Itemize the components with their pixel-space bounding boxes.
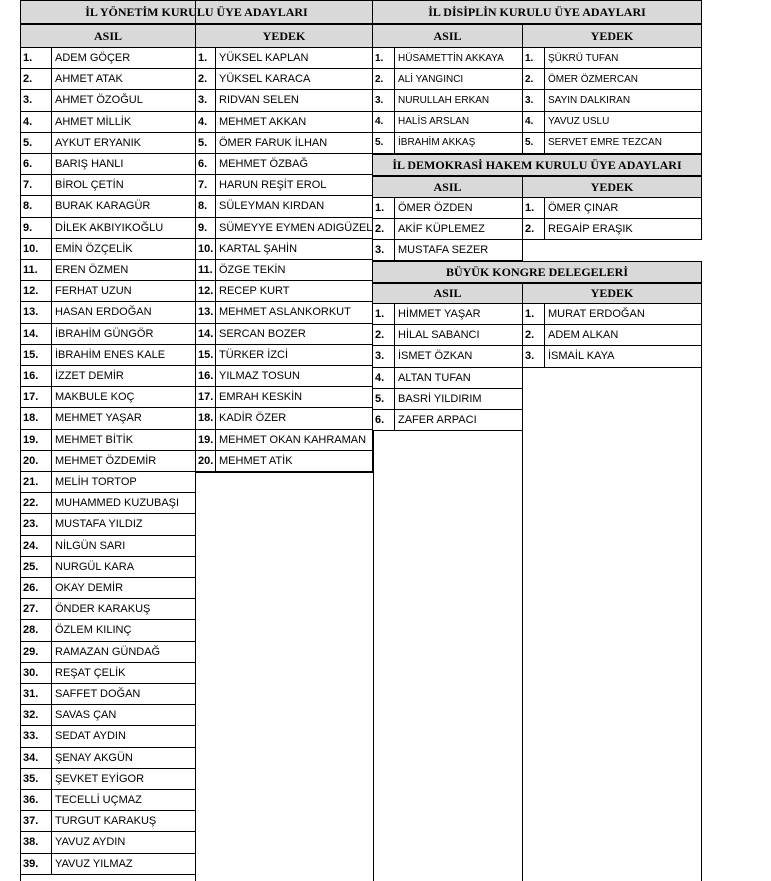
list-item (196, 281, 372, 302)
row-number: 5. (196, 133, 216, 153)
row-number: 1. (373, 198, 395, 218)
row-number: 2. (373, 325, 395, 345)
row-number: 2. (523, 219, 545, 239)
candidate-name: AKİF KÜPLEMEZ (398, 223, 485, 235)
candidate-name: SERVET EMRE TEZCAN (548, 137, 662, 149)
candidate-name: BARIŞ HANLI (55, 158, 124, 171)
candidate-name: ÖMER ÖZDEN (398, 202, 473, 214)
list-item (523, 346, 701, 367)
row-number: 3. (523, 90, 545, 110)
list-item (373, 389, 522, 410)
list-item (523, 304, 701, 325)
candidate-name: REGAİP ERAŞIK (548, 223, 633, 235)
row-number: 11. (196, 260, 216, 280)
list-item (21, 684, 195, 705)
candidate-name: ÖZGE TEKİN (219, 264, 286, 277)
list-item (373, 219, 522, 240)
row-number: 12. (21, 281, 52, 301)
row-number: 6. (196, 154, 216, 174)
candidate-name: SEDAT AYDIN (55, 730, 126, 743)
candidate-name: İBRAHİM ENES KALE (55, 348, 166, 361)
candidate-name: DİLEK AKBIYIKOĞLU (55, 221, 164, 234)
candidate-name: OKAY DEMİR (55, 582, 124, 595)
candidate-name: MELİH TORTOP (55, 476, 137, 489)
candidate-name: MUSTAFA SEZER (398, 244, 489, 256)
row-number: 28. (21, 620, 52, 640)
list-item (21, 536, 195, 557)
row-number: 8. (196, 196, 216, 216)
list-item (196, 430, 372, 451)
row-number: 31. (21, 684, 52, 704)
list-item (196, 48, 372, 69)
row-number: 19. (21, 430, 52, 450)
row-number: 16. (196, 366, 216, 386)
candidate-name: MEHMET AKKAN (219, 115, 307, 128)
row-number: 20. (196, 451, 216, 471)
row-number: 7. (21, 175, 52, 195)
row-number: 15. (21, 345, 52, 365)
candidate-name: TURGUT KARAKUŞ (55, 815, 157, 828)
list-item (196, 112, 372, 133)
yonetim-asil-list (20, 0, 196, 881)
row-number: 35. (21, 769, 52, 789)
row-number: 4. (523, 112, 545, 132)
row-number: 13. (196, 302, 216, 322)
list-item (21, 112, 195, 133)
row-number: 30. (21, 663, 52, 683)
candidate-name: ÖZLEM KILINÇ (55, 624, 132, 637)
list-item (21, 748, 195, 769)
list-item (196, 239, 372, 260)
candidate-name: HALİS ARSLAN (398, 116, 470, 128)
row-number: 5. (523, 133, 545, 153)
candidate-name: İSMAİL KAYA (548, 350, 615, 363)
kongre-title: BÜYÜK KONGRE DELEGELERİ (373, 261, 702, 283)
row-number: 34. (21, 748, 52, 768)
candidate-name: ŞENAY AKGÜN (55, 751, 133, 764)
candidate-name: İBRAHİM AKKAŞ (398, 137, 476, 149)
row-number: 4. (373, 368, 395, 388)
row-number: 17. (21, 387, 52, 407)
list-item (21, 811, 195, 832)
list-item (21, 663, 195, 684)
list-item (196, 366, 372, 387)
list-item (21, 557, 195, 578)
list-item (523, 198, 701, 219)
list-item (21, 451, 195, 472)
row-number: 14. (196, 324, 216, 344)
list-item (21, 387, 195, 408)
candidate-name: EMRAH KESKİN (219, 391, 303, 404)
list-item (21, 154, 195, 175)
row-number: 18. (196, 408, 216, 428)
row-number: 4. (21, 112, 52, 132)
list-item (196, 69, 372, 90)
candidate-name: HARUN REŞİT EROL (219, 179, 327, 192)
list-item (21, 281, 195, 302)
list-item (21, 430, 195, 451)
list-item (373, 48, 522, 69)
row-number: 19. (196, 430, 216, 450)
list-item (21, 324, 195, 345)
list-item (373, 198, 522, 219)
list-item (196, 90, 372, 111)
row-number: 10. (196, 239, 216, 259)
candidate-name: BURAK KARAGÜR (55, 200, 151, 213)
candidate-name: SÜLEYMAN KIRDAN (219, 200, 325, 213)
candidate-name: TECELLİ UÇMAZ (55, 794, 142, 807)
row-number: 4. (373, 112, 395, 132)
candidate-name: MEHMET OKAN KAHRAMAN (219, 433, 367, 446)
candidate-name: HÜSAMETTİN AKKAYA (398, 52, 504, 64)
demokrasi-yedek-header: YEDEK (523, 176, 702, 198)
list-item (373, 133, 522, 154)
list-item (196, 133, 372, 154)
list-item (373, 346, 522, 367)
list-item (21, 48, 195, 69)
row-number: 20. (21, 451, 52, 471)
row-number: 11. (21, 260, 52, 280)
candidate-name: KARTAL ŞAHİN (219, 242, 298, 255)
candidate-name: MEHMET BİTİK (55, 433, 134, 446)
candidate-name: REŞAT ÇELİK (55, 666, 126, 679)
list-item (196, 408, 372, 429)
row-number: 29. (21, 642, 52, 662)
yonetim-asil-header: ASIL (21, 24, 195, 48)
list-item (21, 705, 195, 726)
list-item (21, 90, 195, 111)
candidate-name: MEHMET ATİK (219, 454, 293, 467)
candidate-name: ÖNDER KARAKUŞ (55, 603, 151, 616)
candidate-name: RECEP KURT (219, 285, 290, 298)
candidate-name: MUSTAFA YILDIZ (55, 518, 143, 531)
row-number: 2. (21, 69, 52, 89)
candidate-name: ALTAN TUFAN (398, 371, 471, 384)
row-number: 6. (373, 410, 395, 430)
list-item (523, 112, 701, 133)
candidate-name: ALİ YANGINCI (398, 73, 464, 85)
candidate-name: MEHMET ÖZBAĞ (219, 158, 309, 171)
list-item (21, 366, 195, 387)
list-item (21, 578, 195, 599)
candidate-name: MEHMET ASLANKORKUT (219, 306, 351, 319)
candidate-name: SAVAS ÇAN (55, 709, 117, 722)
row-number: 32. (21, 705, 52, 725)
list-item (21, 514, 195, 535)
candidate-name: AHMET MİLLİK (55, 115, 132, 128)
list-item (523, 325, 701, 346)
row-number: 5. (21, 133, 52, 153)
candidate-name: SÜMEYYE EYMEN ADIGÜZEL (219, 221, 372, 234)
row-number: 36. (21, 790, 52, 810)
yonetim-yedek-list (196, 0, 373, 473)
row-number: 27. (21, 599, 52, 619)
list-item (196, 302, 372, 323)
candidate-name: FERHAT UZUN (55, 285, 132, 298)
row-number: 1. (196, 48, 216, 68)
disiplin-asil-header: ASIL (373, 24, 523, 48)
list-item (373, 90, 522, 111)
candidate-name: BİROL ÇETİN (55, 179, 124, 192)
candidate-name: ÖMER ÇINAR (548, 202, 619, 214)
row-number: 3. (21, 90, 52, 110)
row-number: 38. (21, 832, 52, 852)
list-item (21, 599, 195, 620)
list-item (21, 769, 195, 790)
row-number: 3. (373, 240, 395, 260)
list-item (373, 325, 522, 346)
row-number: 16. (21, 366, 52, 386)
row-number: 9. (21, 218, 52, 238)
list-item (523, 48, 701, 69)
candidate-name: YILMAZ TOSUN (219, 370, 300, 383)
candidate-name: YAVUZ AYDIN (55, 836, 126, 849)
yonetim-title: İL YÖNETİM KURULU ÜYE ADAYLARI (20, 0, 373, 24)
row-number: 39. (21, 854, 52, 874)
candidate-name: AHMET ATAK (55, 73, 123, 86)
candidate-name: MUHAMMED KUZUBAŞI (55, 497, 180, 510)
candidate-name: HİLAL SABANCI (398, 329, 480, 342)
row-number: 1. (373, 304, 395, 324)
row-number: 5. (373, 389, 395, 409)
row-number: 17. (196, 387, 216, 407)
list-item (21, 408, 195, 429)
row-number: 23. (21, 514, 52, 534)
candidate-name: NURULLAH ERKAN (398, 94, 490, 106)
demokrasi-asil-header: ASIL (373, 176, 523, 198)
candidate-name: MAKBULE KOÇ (55, 391, 135, 404)
list-item (21, 642, 195, 663)
candidate-name: ÖMER ÖZMERCAN (548, 73, 638, 85)
row-number: 3. (373, 346, 395, 366)
candidate-name: ŞEVKET EYİGOR (55, 772, 145, 785)
row-number: 2. (196, 69, 216, 89)
candidate-name: YÜKSEL KAPLAN (219, 52, 309, 65)
row-number: 2. (373, 219, 395, 239)
candidate-name: HASAN ERDOĞAN (55, 306, 152, 319)
candidate-name: ADEM GÖÇER (55, 52, 131, 65)
row-number: 33. (21, 726, 52, 746)
candidate-name: RIDVAN SELEN (219, 94, 299, 107)
list-item (21, 345, 195, 366)
kongre-yedek-header: YEDEK (523, 283, 702, 304)
row-number: 1. (523, 48, 545, 68)
row-number: 21. (21, 472, 52, 492)
right-middle-border (522, 367, 523, 881)
row-number: 9. (196, 218, 216, 238)
list-item (523, 219, 701, 240)
candidate-name: YÜKSEL KARACA (219, 73, 311, 86)
candidate-name: EMİN ÖZÇELİK (55, 242, 133, 255)
row-number: 2. (373, 69, 395, 89)
candidate-name: EREN ÖZMEN (55, 264, 129, 277)
list-item (196, 218, 372, 239)
list-item (196, 175, 372, 196)
row-number: 8. (21, 196, 52, 216)
list-item (523, 133, 701, 154)
candidate-name: YAVUZ YILMAZ (55, 857, 133, 870)
row-number: 26. (21, 578, 52, 598)
candidate-name: SERCAN BOZER (219, 327, 306, 340)
list-item (21, 69, 195, 90)
candidate-name: ZAFER ARPACI (398, 414, 477, 427)
row-number: 1. (373, 48, 395, 68)
candidate-name: BASRİ YILDIRIM (398, 392, 482, 405)
disiplin-title: İL DİSİPLİN KURULU ÜYE ADAYLARI (373, 0, 702, 24)
row-number: 10. (21, 239, 52, 259)
yonetim-yedek-header: YEDEK (196, 24, 372, 48)
candidate-name: YAVUZ USLU (548, 116, 610, 128)
list-item (196, 154, 372, 175)
list-item (196, 345, 372, 366)
kongre-asil-header: ASIL (373, 283, 523, 304)
list-item (21, 854, 195, 875)
right-outer-border (701, 367, 702, 881)
candidate-name: AHMET ÖZOĞUL (55, 94, 143, 107)
candidate-name: MEHMET YAŞAR (55, 412, 142, 425)
candidate-name: NURGÜL KARA (55, 560, 135, 573)
candidate-name: HİMMET YAŞAR (398, 308, 481, 321)
row-number: 24. (21, 536, 52, 556)
row-number: 18. (21, 408, 52, 428)
candidate-name: RAMAZAN GÜNDAĞ (55, 645, 161, 658)
list-item (196, 196, 372, 217)
row-number: 37. (21, 811, 52, 831)
candidate-name: MEHMET ÖZDEMİR (55, 454, 157, 467)
candidate-name: İSMET ÖZKAN (398, 350, 473, 363)
list-item (373, 368, 522, 389)
list-item (21, 472, 195, 493)
list-item (21, 260, 195, 281)
row-number: 1. (523, 304, 545, 324)
list-item (21, 218, 195, 239)
candidate-name: SAYIN DALKIRAN (548, 94, 631, 106)
list-item (196, 260, 372, 281)
candidate-name: ADEM ALKAN (548, 329, 619, 342)
row-number: 4. (196, 112, 216, 132)
row-number: 7. (196, 175, 216, 195)
candidate-name: KADİR ÖZER (219, 412, 287, 425)
list-item (21, 302, 195, 323)
candidate-name: İBRAHİM GÜNGÖR (55, 327, 154, 340)
row-number: 6. (21, 154, 52, 174)
row-number: 1. (523, 198, 545, 218)
right-left-border (373, 430, 374, 881)
candidate-name: İZZET DEMİR (55, 370, 124, 383)
candidate-name: ÖMER FARUK İLHAN (219, 136, 328, 149)
candidate-name: ŞÜKRÜ TUFAN (548, 52, 619, 64)
row-number: 2. (523, 325, 545, 345)
disiplin-yedek-header: YEDEK (523, 24, 702, 48)
row-number: 1. (21, 48, 52, 68)
row-number: 2. (523, 69, 545, 89)
candidate-name: MURAT ERDOĞAN (548, 308, 645, 321)
list-item (21, 790, 195, 811)
list-item (373, 240, 522, 261)
candidate-name: AYKUT ERYANIK (55, 136, 141, 149)
row-number: 15. (196, 345, 216, 365)
list-item (196, 387, 372, 408)
list-item (21, 175, 195, 196)
row-number: 3. (196, 90, 216, 110)
row-number: 3. (373, 90, 395, 110)
list-item (21, 726, 195, 747)
candidate-name: NİLGÜN SARI (55, 539, 126, 552)
list-item (196, 451, 372, 472)
list-item (21, 620, 195, 641)
list-item (373, 304, 522, 325)
candidate-name: TÜRKER İZCİ (219, 348, 289, 361)
list-item (373, 112, 522, 133)
list-item (523, 69, 701, 90)
row-number: 3. (523, 346, 545, 366)
demokrasi-title: İL DEMOKRASİ HAKEM KURULU ÜYE ADAYLARI (373, 154, 702, 176)
list-item (196, 324, 372, 345)
candidate-name: SAFFET DOĞAN (55, 688, 141, 701)
row-number: 13. (21, 302, 52, 322)
list-item (21, 196, 195, 217)
row-number: 14. (21, 324, 52, 344)
list-item (21, 239, 195, 260)
list-item (21, 832, 195, 853)
list-item (523, 90, 701, 111)
list-item (373, 410, 522, 431)
list-item (21, 133, 195, 154)
row-number: 5. (373, 133, 395, 153)
list-item (21, 493, 195, 514)
row-number: 22. (21, 493, 52, 513)
row-number: 12. (196, 281, 216, 301)
row-number: 25. (21, 557, 52, 577)
list-item (373, 69, 522, 90)
